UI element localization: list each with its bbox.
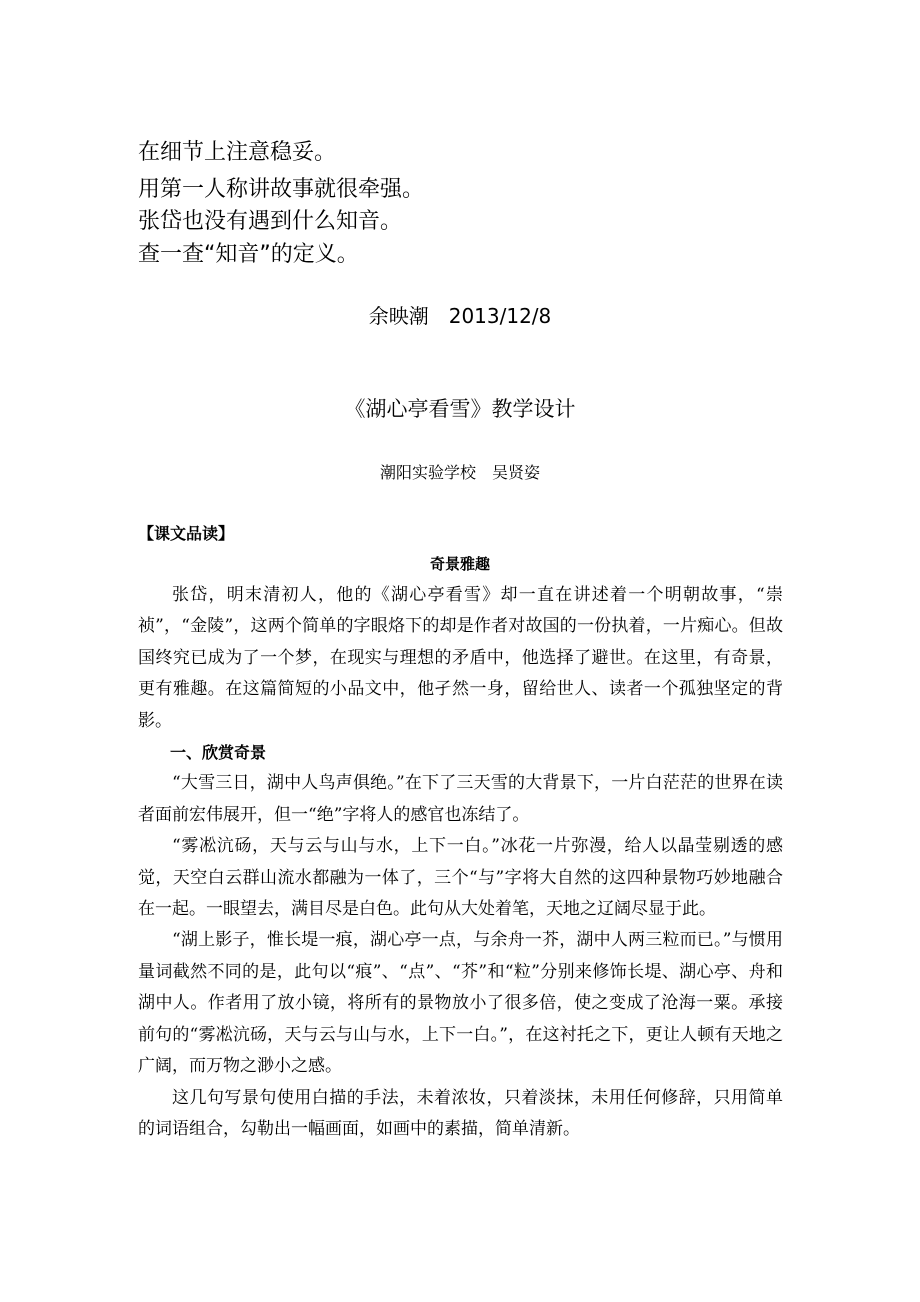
document-title: 《湖心亭看雪》教学设计 <box>344 397 576 421</box>
paragraph: “湖上影子，惟长堤一痕，湖心亭一点，与余舟一芥，湖中人两三粒而已。”与惯用量词截然不同的是，此句以“痕”、“点”、“芥”和“粒”分别来修饰长堤、湖心亭、舟和湖中人。作者用了放小镜，将所有的景物放小了很多倍，使之变成了沧海一粟。承接前句的“雾凇沆砀，天与云与山与水，上下一白。”，在这衬托之下，更让人顿有天地之广阔，而万物之渺小之感。 <box>138 930 783 1077</box>
paragraph: 张岱，明末清初人，他的《湖心亭看雪》却一直在讲述着一个明朝故事，“崇祯”，“金陵”，这两个简单的字眼烙下的却是作者对故国的一份执着，一片痴心。但故国终究已成为了一个梦，在现实与理想的矛盾中，他选择了避世。在这里，有奇景，更有雅趣。在这篇简短的小品文中，他孑然一身，留给世人、读者一个孤独坚定的背影。 <box>138 585 783 731</box>
note-line: 在细节上注意稳妥。 <box>138 140 337 165</box>
document-author: 潮阳实验学校 吴贤姿 <box>379 463 540 482</box>
body-text <box>138 580 783 1145</box>
paragraph: “雾凇沆砀，天与云与山与水，上下一白。”冰花一片弥漫，给人以晶莹剔透的感觉，天空白云群山流水都融为一体了，三个“与”字将大自然的这四种景物巧妙地融合在一起。一眼望去，满目尽是白色。此句从大处着笔，天地之辽阔尽显于此。 <box>138 836 783 920</box>
note-line: 查一查“知音”的定义。 <box>138 242 359 267</box>
paragraph: “大雪三日，湖中人鸟声俱绝。”在下了三天雪的大背景下，一片白茫茫的世界在读者面前宏伟展开，但一“绝”字将人的感官也冻结了。 <box>138 773 783 825</box>
section-heading: 【课文品读】 <box>138 524 235 543</box>
paragraph: 这几句写景句使用白描的手法，未着浓妆，只着淡抹，未用任何修辞，只用简单的词语组合，勾勒出一幅画面，如画中的素描，简单清新。 <box>138 1087 783 1139</box>
note-line: 张岱也没有遇到什么知音。 <box>138 209 403 234</box>
subheading: 一、欣赏奇景 <box>170 743 267 763</box>
section-subtitle: 奇景雅趣 <box>429 555 490 573</box>
author-date: 余映潮 2013/12/8 <box>368 304 552 328</box>
note-line: 用第一人称讲故事就很牵强。 <box>138 177 425 202</box>
